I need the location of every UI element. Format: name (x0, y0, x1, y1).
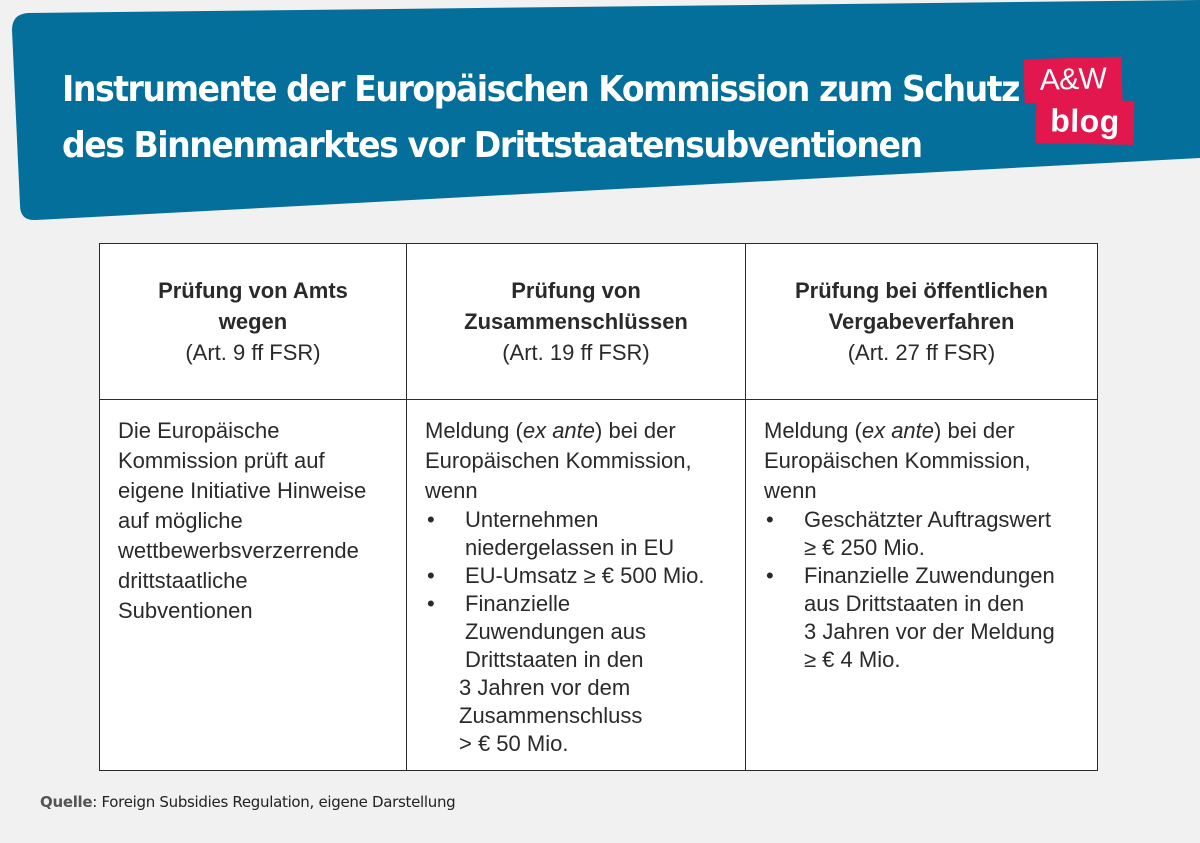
header-cell-ex-officio (100, 244, 407, 400)
body-line: wettbewerbsverzerrende (118, 538, 359, 563)
title-line-2: des Binnenmarktes vor Drittstaatensubventionen (62, 125, 922, 166)
page-title (62, 62, 1019, 174)
logo-top-text: A&W (1023, 57, 1122, 104)
header-reference: (Art. 9 ff FSR) (185, 340, 321, 365)
list-item: • Unternehmen niedergelassen in EU (425, 506, 733, 562)
body-text (118, 416, 394, 626)
list-item: • Finanzielle Zuwendungen aus Drittstaaten in den 3 Jahren vor der Meldung ≥ € 4 Mio. (764, 562, 1085, 674)
instruments-table-container (99, 243, 1097, 771)
source-note (40, 793, 455, 811)
table-header-row (100, 244, 1098, 400)
body-line: Die Europäische (118, 418, 280, 443)
body-line: eigene Initiative Hinweise (118, 478, 367, 503)
body-line: wenn (764, 478, 817, 503)
logo-bottom-text: blog (1036, 99, 1135, 145)
header-title-line: Prüfung bei öffentlichen (795, 278, 1048, 303)
body-line: Meldung (ex ante) bei der (425, 418, 676, 443)
header-reference: (Art. 27 ff FSR) (847, 340, 996, 365)
header-cell-procurement (746, 244, 1098, 400)
list-item: • EU-Umsatz ≥ € 500 Mio. (425, 562, 733, 590)
instruments-table (99, 243, 1098, 771)
ex-ante-text: ex ante (861, 418, 935, 443)
body-line: Europäischen Kommission, (764, 448, 1031, 473)
body-cell-mergers (407, 400, 746, 771)
body-line: Kommission prüft auf (118, 448, 325, 473)
header-title-line: Prüfung von Amts (158, 278, 348, 303)
header-title-line: Zusammenschlüssen (464, 309, 688, 334)
body-text (425, 416, 733, 506)
source-label: Quelle (40, 793, 93, 811)
body-text (764, 416, 1085, 506)
body-cell-ex-officio (100, 400, 407, 771)
aw-blog-logo[interactable] (1024, 58, 1134, 144)
body-line: wenn (425, 478, 478, 503)
body-line: drittstaatliche (118, 568, 248, 593)
list-item: • Finanzielle Zuwendungen aus Drittstaaten in den 3 Jahren vor dem Zusammenschluss > € 50 Mio. (425, 590, 733, 758)
body-cell-procurement (746, 400, 1098, 771)
header-title-line: Vergabeverfahren (828, 309, 1015, 334)
ex-ante-text: ex ante (522, 418, 596, 443)
body-line: Subventionen (118, 598, 253, 623)
list-item: • Geschätzter Auftragswert ≥ € 250 Mio. (764, 506, 1085, 562)
source-text: : Foreign Subsidies Regulation, eigene Darstellung (92, 793, 456, 811)
header-cell-mergers (407, 244, 746, 400)
header-title-line: wegen (218, 309, 288, 334)
body-line: Europäischen Kommission, (425, 448, 692, 473)
title-line-1: Instrumente der Europäischen Kommission zum Schutz (62, 69, 1019, 110)
body-line: auf mögliche (118, 508, 243, 533)
header-title-line: Prüfung von (511, 278, 641, 303)
criteria-list (764, 506, 1085, 674)
table-body-row (100, 400, 1098, 771)
body-line: Meldung (ex ante) bei der (764, 418, 1015, 443)
header-reference: (Art. 19 ff FSR) (502, 340, 650, 365)
criteria-list (425, 506, 733, 758)
